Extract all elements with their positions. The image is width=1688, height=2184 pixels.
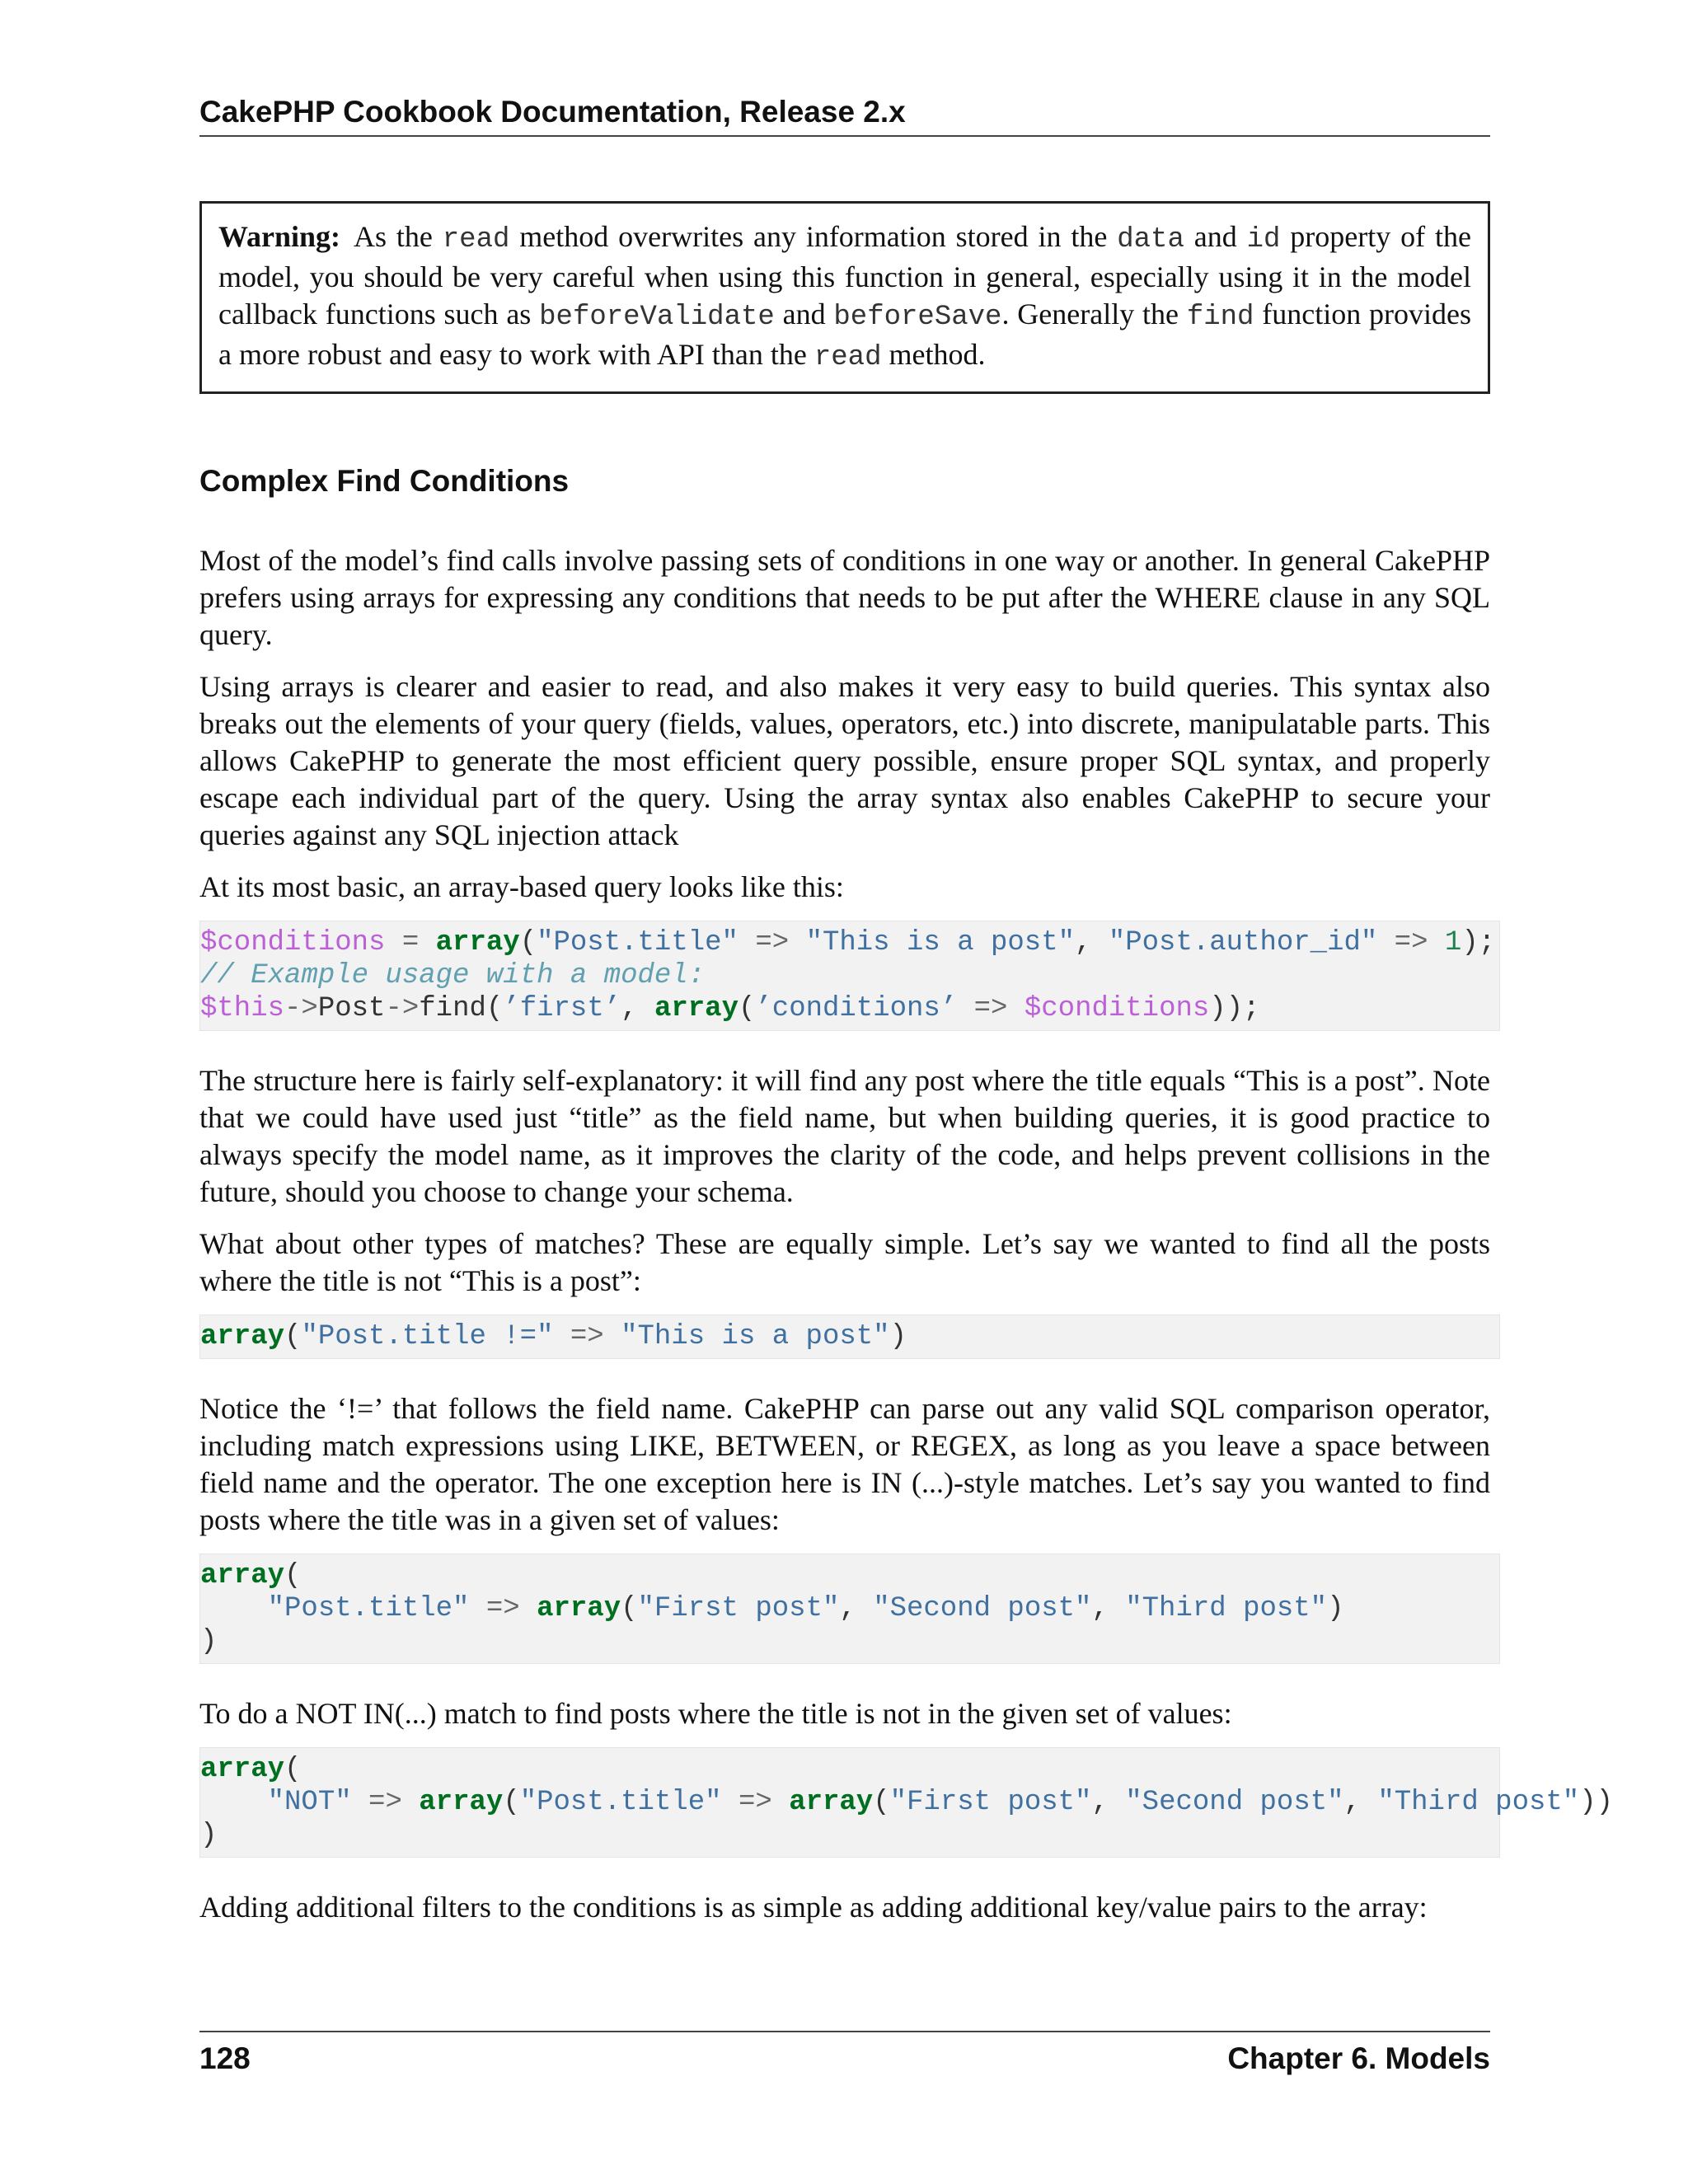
- warning-text: method overwrites any information stored in the: [509, 220, 1118, 253]
- code-indent: [200, 1787, 268, 1818]
- code-token: =: [385, 927, 436, 958]
- code-token: =>: [738, 927, 806, 958]
- code-token: ,: [1343, 1787, 1378, 1818]
- code-token: array: [789, 1787, 874, 1818]
- code-token: (: [873, 1787, 890, 1818]
- code-token: "Third post": [1125, 1593, 1328, 1624]
- code-token: (: [738, 993, 756, 1024]
- code-token: "Post.title !=": [301, 1321, 554, 1352]
- code-token: =>: [351, 1787, 420, 1818]
- code-token: (: [284, 1754, 302, 1785]
- code-token: (: [284, 1321, 302, 1352]
- paragraph: Most of the model’s find calls involve passing sets of conditions in one way or another. In general CakePHP prefers using arrays for expressing any conditions that needs to be put after the WHERE clause in any SQL query.: [199, 544, 1490, 651]
- code-token: "This is a post": [621, 1321, 890, 1352]
- code-line: [200, 959, 1499, 992]
- code-token: =>: [721, 1787, 790, 1818]
- code-token: "Post.title": [519, 1787, 722, 1818]
- code-token: (: [503, 1787, 520, 1818]
- code-token: "First post": [637, 1593, 840, 1624]
- inline-code: read: [814, 342, 882, 373]
- code-token: )): [1579, 1787, 1613, 1818]
- code-token: =>: [553, 1321, 621, 1352]
- code-token: array: [654, 993, 738, 1024]
- inline-code: read: [442, 224, 510, 255]
- warning-admonition: [199, 201, 1490, 394]
- code-line: [200, 1320, 1499, 1353]
- code-token: "NOT": [267, 1787, 352, 1818]
- inline-code: find: [1186, 302, 1254, 333]
- code-token: "Third post": [1377, 1787, 1580, 1818]
- page-content: [199, 201, 1613, 1941]
- chapter-title: Chapter 6. Models: [1227, 2041, 1490, 2075]
- code-block[interactable]: [199, 1315, 1500, 1359]
- code-token: ,: [839, 1593, 874, 1624]
- code-token: =>: [1377, 927, 1445, 958]
- warning-text: and: [774, 298, 834, 330]
- code-token: "Post.title": [537, 927, 738, 958]
- code-token: =>: [469, 1593, 537, 1624]
- code-line: [200, 1753, 1499, 1786]
- code-token: ->: [284, 993, 318, 1024]
- code-token: (: [621, 1593, 638, 1624]
- code-line: [200, 1786, 1613, 1819]
- code-token: array: [419, 1787, 504, 1818]
- code-token: ’first’: [503, 993, 621, 1024]
- code-line: [200, 926, 1499, 959]
- code-token: "Second post": [1125, 1787, 1344, 1818]
- code-token: (: [519, 927, 537, 958]
- code-token: array: [435, 927, 520, 958]
- code-token: "Post.title": [267, 1593, 470, 1624]
- inline-code: id: [1246, 224, 1281, 255]
- code-token: ,: [1091, 1593, 1126, 1624]
- warning-text: and: [1184, 220, 1247, 253]
- code-token: 1: [1444, 927, 1462, 958]
- code-token: ’conditions’: [755, 993, 958, 1024]
- code-token: );: [1461, 927, 1496, 958]
- warning-text: property of the model, you should be very careful when using this function in general, especially using it in the model callback functions such as: [218, 220, 1471, 330]
- code-token: array: [200, 1321, 285, 1352]
- paragraph: What about other types of matches? These are equally simple. Let’s say we wanted to find all the posts where the title is not “This is a post”:: [199, 1227, 1490, 1297]
- inline-code: beforeValidate: [539, 302, 775, 333]
- page-header: [199, 89, 1490, 137]
- code-token: (: [284, 1560, 302, 1591]
- warning-text: As the: [354, 220, 443, 253]
- code-token: Post: [317, 993, 386, 1024]
- code-token: ,: [1075, 927, 1109, 958]
- code-token: ,: [1091, 1787, 1126, 1818]
- code-indent: [200, 1593, 268, 1624]
- header-title: CakePHP Cookbook Documentation, Release 2.x: [199, 95, 906, 129]
- code-block[interactable]: [199, 1747, 1613, 1858]
- page-footer: [199, 2031, 1490, 2090]
- code-token: "Second post": [873, 1593, 1092, 1624]
- code-token: $this: [200, 993, 285, 1024]
- warning-text: method.: [881, 338, 986, 371]
- code-block[interactable]: [199, 921, 1500, 1031]
- paragraph: Notice the ‘!=’ that follows the field name. CakePHP can parse out any valid SQL comparison operator, including match expressions using LIKE, BETWEEN, or REGEX, as long as you leave a space between field name and the operator. The one exception here is IN (...)-style matches. Let’s say you wanted to find posts where the title was in a given set of values:: [199, 1392, 1490, 1536]
- paragraph: The structure here is fairly self-explanatory: it will find any post where the title equals “This is a post”. Note that we could have used just “title” as the field name, but when building queries, it is good practice to always specify the model name, as it improves the clarity of the code, and helps prevent collisions in the future, should you choose to change your schema.: [199, 1064, 1490, 1208]
- code-token: array: [200, 1754, 285, 1785]
- code-token: "This is a post": [805, 927, 1076, 958]
- code-line: [200, 1559, 1499, 1592]
- code-block[interactable]: [199, 1554, 1500, 1664]
- code-token: find: [419, 993, 486, 1024]
- code-token: array: [537, 1593, 621, 1624]
- paragraph: Using arrays is clearer and easier to read, and also makes it very easy to build queries. This syntax also breaks out the elements of your query (fields, values, operators, etc.) into discrete, manipulatable parts. This allows CakePHP to generate the most efficient query possible, ensure proper SQL syntax, and properly escape each individual part of the query. Using the array syntax also enables CakePHP to secure your queries against any SQL injection attack: [199, 670, 1490, 851]
- paragraph: Adding additional filters to the conditions is as simple as adding additional key/value pairs to the array:: [199, 1891, 1428, 1924]
- section-heading: Complex Find Conditions: [199, 464, 570, 498]
- code-token: ): [889, 1321, 907, 1352]
- code-token: ): [200, 1626, 218, 1657]
- code-token: "Post.author_id": [1108, 927, 1378, 958]
- code-token: ));: [1209, 993, 1260, 1024]
- code-token: ->: [385, 993, 420, 1024]
- warning-label: Warning:: [218, 220, 341, 253]
- code-comment: // Example usage with a model:: [200, 960, 706, 991]
- code-token: ): [1327, 1593, 1344, 1624]
- inline-code: beforeSave: [833, 302, 1002, 333]
- code-token: array: [200, 1560, 285, 1591]
- code-token: =>: [957, 993, 1025, 1024]
- code-token: ): [200, 1820, 218, 1851]
- warning-text: . Generally the: [1001, 298, 1187, 330]
- code-token: $conditions: [1024, 993, 1210, 1024]
- inline-code: data: [1117, 224, 1184, 255]
- code-token: ,: [621, 993, 654, 1024]
- page-number: 128: [199, 2041, 251, 2075]
- paragraph: To do a NOT IN(...) match to find posts where the title is not in the given set of values:: [199, 1697, 1232, 1730]
- code-token: (: [485, 993, 504, 1024]
- code-line: [200, 1625, 1499, 1658]
- code-line: [200, 1819, 1499, 1852]
- code-token: $conditions: [200, 927, 386, 958]
- code-token: "First post": [889, 1787, 1092, 1818]
- warning-text: function provides a more robust and easy to work with API than the: [218, 298, 1472, 371]
- paragraph: At its most basic, an array-based query looks like this:: [199, 870, 844, 903]
- code-line: [200, 992, 1499, 1025]
- code-line: [200, 1592, 1499, 1625]
